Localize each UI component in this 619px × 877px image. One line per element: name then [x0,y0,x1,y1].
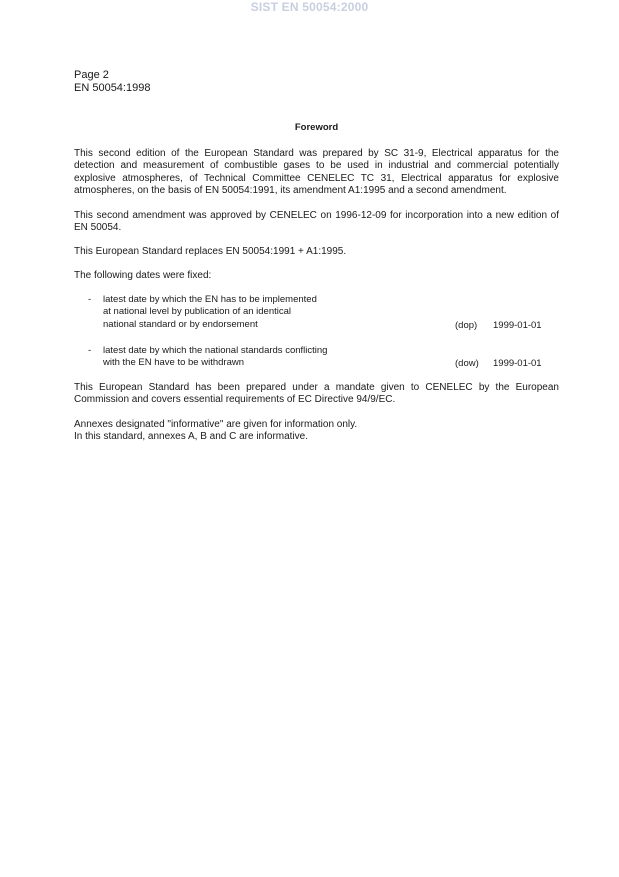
paragraph-edition: This second edition of the European Standard was prepared by SC 31-9, Electrical apparatus for the detection and measurement of combustible gases to be used in industrial and commercial potentially explosive atmospheres, of Technical Committee CENELEC TC 31, Electrical apparatus for explosive atmospheres, on the basis of EN 50054:1991, its amendment A1:1995 and a second amendment. [74,148,559,196]
annexes-line: In this standard, annexes A, B and C are informative. [74,431,309,443]
list-dash: - [88,345,92,356]
date-item-line: at national level by publication of an identical [103,306,292,318]
watermark: SIST EN 50054:2000 [250,0,369,14]
date-item-line: with the EN have to be withdrawn [103,357,244,369]
paragraph-mandate: This European Standard has been prepared under a mandate given to CENELEC by the European Commission and covers essential requirements of EC Directive 94/9/EC. [74,382,559,406]
date-item-dow [74,345,559,373]
date-code: (dop) [455,320,478,331]
paragraph-annexes [74,419,559,444]
date-item-text [103,345,443,370]
page-number: Page 2 [74,69,109,81]
date-item-line: latest date by which the national standards conflicting [103,345,328,356]
annexes-line: Annexes designated "informative" are given for information only. [74,419,358,430]
date-value: 1999-01-01 [493,320,542,331]
page-header [74,69,150,95]
date-item-line: latest date by which the EN has to be implemented [103,294,317,305]
date-code: (dow) [455,358,479,369]
paragraph-dates-intro: The following dates were fixed: [74,270,212,281]
date-item-line: national standard or by endorsement [103,318,258,330]
list-dash: - [88,294,92,305]
paragraph-amendment: This second amendment was approved by CENELEC on 1996-12-09 for incorporation into a new edition of EN 50054. [74,210,559,234]
date-value: 1999-01-01 [493,358,542,369]
date-item-dop [74,294,559,334]
section-title: Foreword [294,122,339,133]
paragraph-replaces: This European Standard replaces EN 50054:1991 + A1:1995. [74,246,347,257]
document-id: EN 50054:1998 [74,82,151,94]
date-item-text [103,294,443,331]
